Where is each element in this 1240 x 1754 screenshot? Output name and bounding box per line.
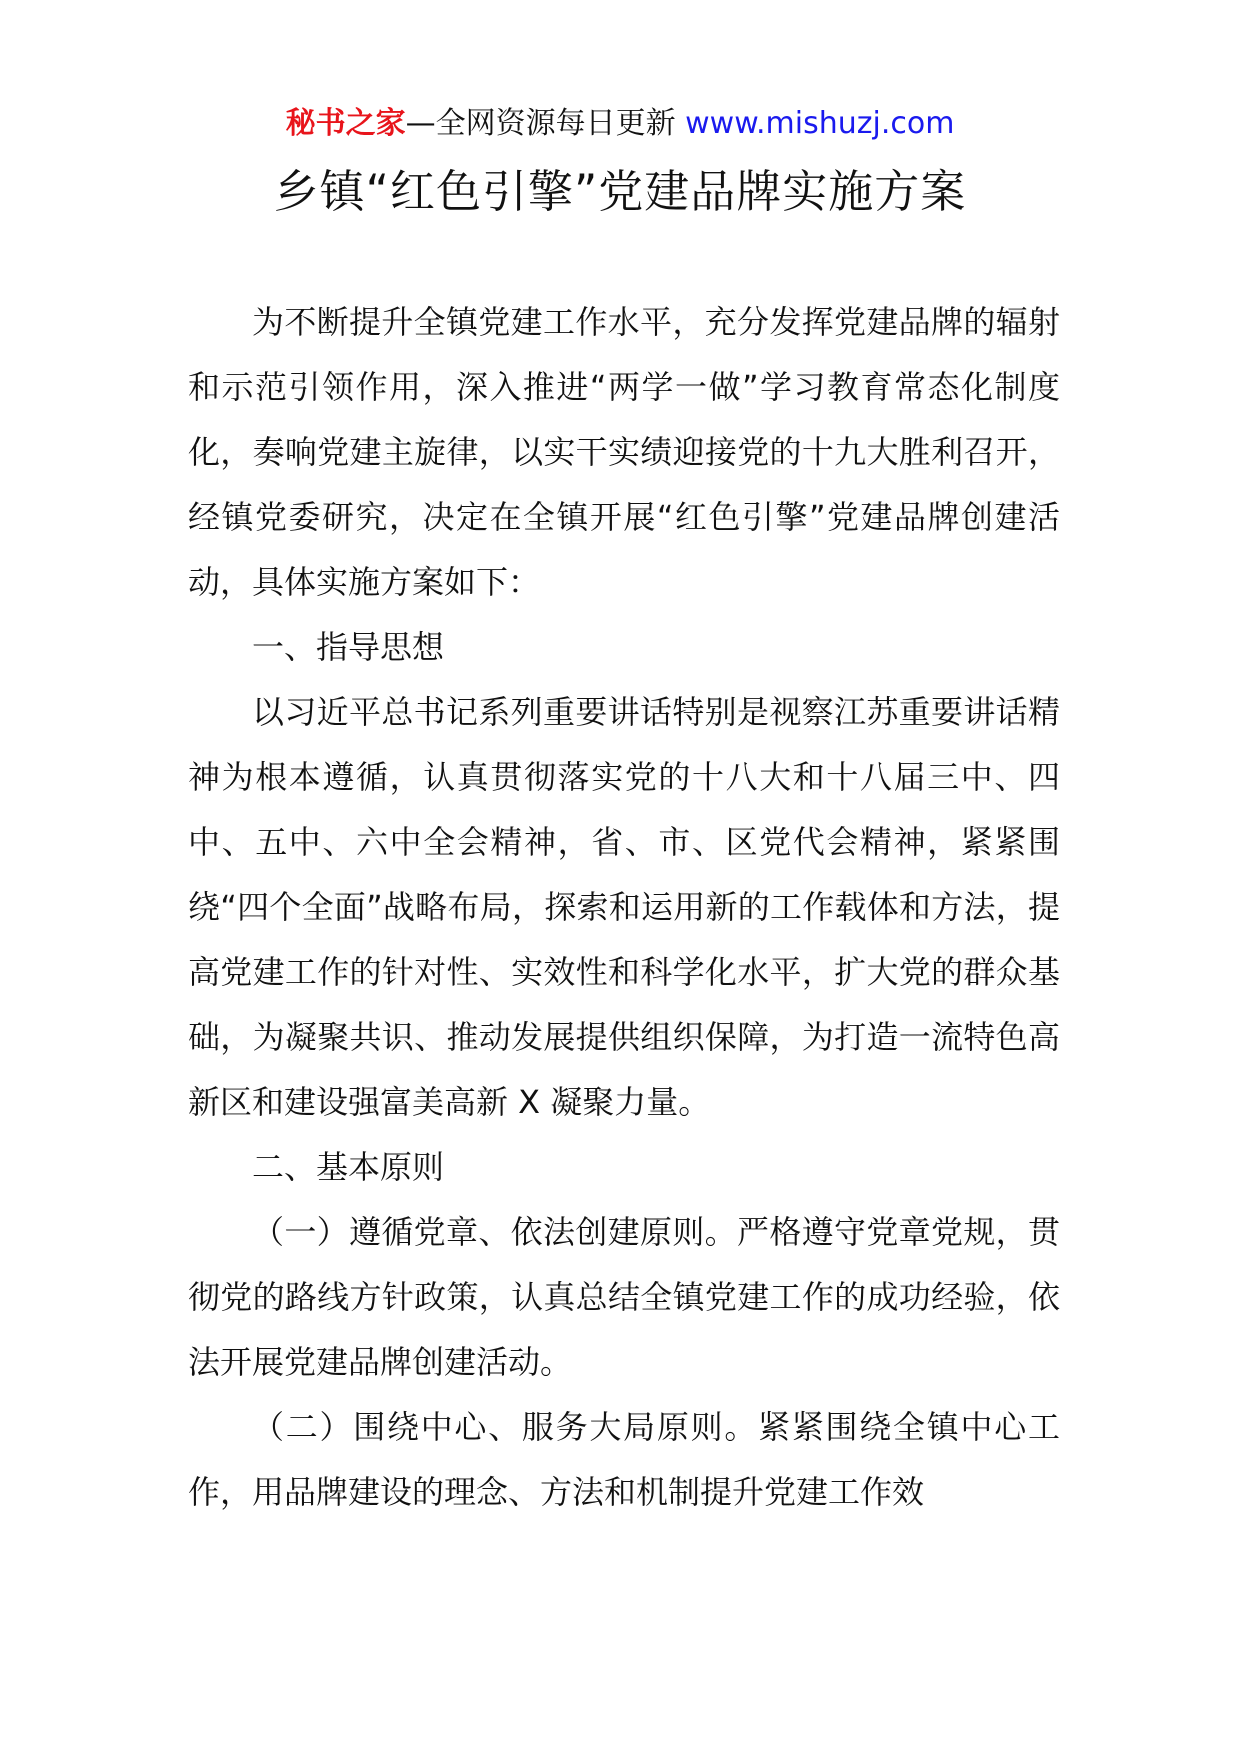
paragraph-guiding-thought: 以习近平总书记系列重要讲话特别是视察江苏重要讲话精神为根本遵循，认真贯彻落实党的十八大和十八届三中、四中、五中、六中全会精神，省、市、区党代会精神，紧紧围绕“四个全面”战略布局，探索和运用新的工作载体和方法，提高党建工作的针对性、实效性和科学化水平，扩大党的群众基础，为凝聚共识、推动发展提供组织保障，为打造一流特色高新区和建设强富美高新 X 凝聚力量。 xyxy=(188,693,1060,1121)
section-heading-guiding-thought: 一、指导思想 xyxy=(252,628,445,666)
site-url[interactable]: www.mishuzj.com xyxy=(685,106,955,141)
paragraph-principle-2: （二）围绕中心、服务大局原则。紧紧围绕全镇中心工作，用品牌建设的理念、方法和机制提升党建工作效 xyxy=(188,1408,1060,1511)
document-body xyxy=(188,290,1060,1525)
document-title: 乡镇“红色引擎”党建品牌实施方案 xyxy=(273,165,967,218)
section-heading-basic-principles: 二、基本原则 xyxy=(252,1148,445,1186)
paragraph-principle-1: （一）遵循党章、依法创建原则。严格遵守党章党规，贯彻党的路线方针政策，认真总结全镇党建工作的成功经验，依法开展党建品牌创建活动。 xyxy=(188,1213,1060,1381)
header-tagline: —全网资源每日更新 xyxy=(405,106,686,141)
brand-name: 秘书之家 xyxy=(285,106,406,141)
paragraph-intro: 为不断提升全镇党建工作水平，充分发挥党建品牌的辐射和示范引领作用，深入推进“两学一做”学习教育常态化制度化，奏响党建主旋律，以实干实绩迎接党的十九大胜利召开，经镇党委研究，决定在全镇开展“红色引擎”党建品牌创建活动，具体实施方案如下： xyxy=(188,303,1060,601)
site-header xyxy=(0,102,1240,146)
